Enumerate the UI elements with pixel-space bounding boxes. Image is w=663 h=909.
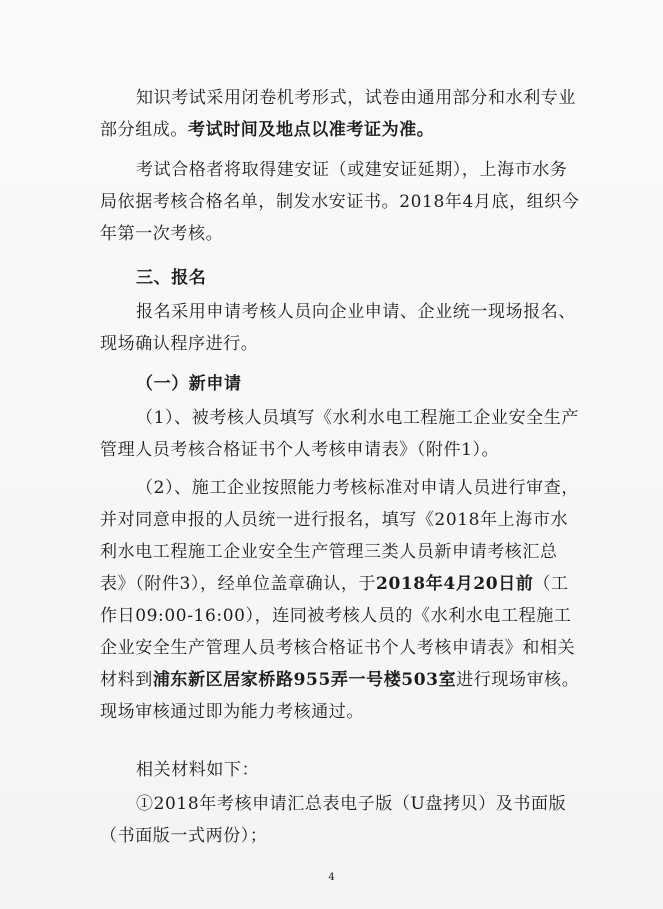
deadline-date: 2018年4月20日前: [376, 574, 534, 594]
registration-procedure-text: 报名采用申请考核人员向企业申请、企业统一现场报名、现场确认程序进行。: [100, 302, 576, 354]
exam-format-text: 知识考试采用闭卷机考形式，试卷由通用部分和水利专业部分组成。: [100, 88, 576, 140]
materials-intro-text: 相关材料如下：: [136, 760, 260, 780]
section-heading-registration: [136, 262, 616, 294]
paragraph-registration-procedure: [100, 296, 580, 360]
step-2-text-c: （工作日09:00-16:00），连同被考核人员的《水利水电工程施工企业安全生产管理人员考核合格证书个人考核申请表》和相关材料到: [100, 574, 576, 690]
step-2-text-e: 进行现场审核。现场审核通过即为能力考核通过。: [100, 670, 580, 722]
exam-time-note: 考试时间及地点以准考证为准。: [188, 120, 435, 140]
step-1-text: （1）、被考核人员填写《水利水电工程施工企业安全生产管理人员考核合格证书个人考核申请表》（附件1）。: [100, 408, 579, 460]
section-heading-text: 三、报名: [136, 268, 207, 288]
paragraph-materials-intro: [100, 754, 580, 786]
paragraph-step-2: [100, 472, 580, 728]
review-address: 浦东新区居家桥路955弄一号楼503室: [152, 670, 457, 690]
step-2-text-a: （2）、施工企业按照能力考核标准对申请人员进行审查，并对同意申报的人员统一进行报名，填写《2018年上海市水利水电工程施工企业安全生产管理三类人员新申请考核汇总表》（附件3），经单位盖章确认，于: [100, 478, 579, 594]
subheading-new-application: [136, 368, 616, 400]
material-1-text: ①2018年考核申请汇总表电子版（U盘拷贝）及书面版（书面版一式两份）；: [100, 794, 567, 846]
subheading-text: （一）新申请: [136, 374, 242, 394]
paragraph-exam-format: [100, 82, 580, 146]
paragraph-material-1: [100, 788, 580, 852]
paragraph-certificate: [100, 154, 580, 250]
paragraph-step-1: [100, 402, 580, 466]
page-number: 4: [328, 872, 335, 883]
certificate-text: 考试合格者将取得建安证（或建安证延期），上海市水务局依据考核合格名单，制发水安证书。2018年4月底，组织今年第一次考核。: [100, 160, 580, 244]
